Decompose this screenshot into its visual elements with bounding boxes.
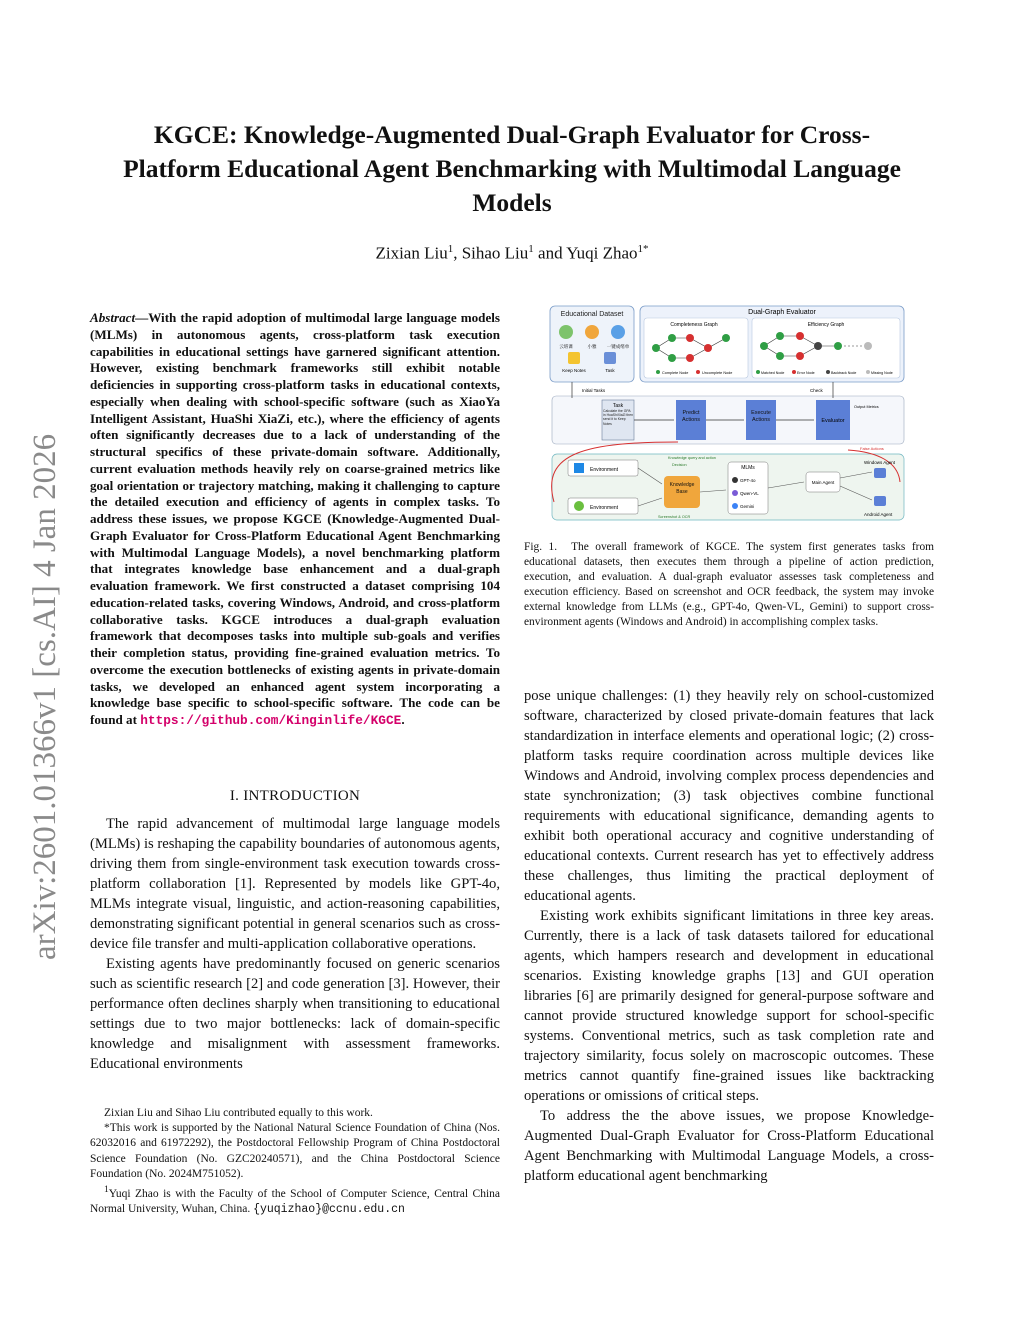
legend-marker: [826, 370, 830, 374]
gpt-icon: [732, 477, 738, 483]
task-description-text: Calculate the GPA in HuaShiXiaZi then send it to Keep Notes: [603, 409, 633, 426]
app-icon: [559, 325, 573, 339]
task-small-label: Task: [605, 368, 615, 373]
missing-node: [864, 342, 872, 350]
windows-agent-robot-icon: [874, 468, 886, 478]
legend-marker: [656, 370, 660, 374]
efficiency-label: Efficiency Graph: [807, 322, 845, 328]
main-agent-label: Main Agent: [811, 480, 835, 485]
initial-tasks-label: Initial Tasks: [582, 388, 606, 393]
dual-graph-label: Dual-Graph Evaluator: [748, 309, 816, 316]
paragraph: The rapid advancement of multimodal large language models (MLMs) is reshaping the capability boundaries of autonomous agents, driving them from single-environment task execution towards cross-platform collaboration [1]. Represented by models like GPT-4o, MLMs integrate visual, linguistic, and action-reasoning capabilities, demonstrating significant potential in general scenarios such as cross-device file transfer and multi-application collaborative operations.: [90, 816, 500, 952]
paragraph: Existing agents have predominantly focused on generic scenarios such as scientific research [2] and code generation [3]. However, their performance often declines sharply when transitioning to educational settings due to two major bottlenecks: lack of domain-specific knowledge and misalignment with assessment frameworks. Educational environments: [90, 956, 500, 1072]
author-2: Sihao Liu: [461, 243, 529, 263]
windows-icon: [574, 463, 584, 473]
legend-marker: [792, 370, 796, 374]
output-metrics-label: Output Metrics: [854, 405, 879, 409]
author-2-affil: 1: [528, 243, 534, 255]
paragraph: Existing work exhibits significant limitations in three key areas. Currently, there is a lack of task datasets tailored for educational agents, which hampers research and development in educational scenarios. Existing knowledge graphs [13] and GUI operation libraries [6] are primarily designed for general-purpose software and cannot provide structured knowledge support for school-specific systems. Conventional metrics, such as task completion rate and trajectory similarity, focus solely on macroscopic outcomes. These metrics cannot quantify fine-grained issues like backtracking operations or omissions of critical steps.: [524, 908, 934, 1104]
dataset-label: Educational Dataset: [560, 311, 624, 318]
model-gemini: Gemini: [740, 504, 755, 509]
error-node: [796, 352, 804, 360]
paragraph: pose unique challenges: (1) they heavily rely on school-customized software, characterized by closed private-domain features that lack standardization in interface elements and operational logic; (2) cross-platform tasks require coordination across multiple devices like Windows and Android, involving complex process dependencies and state synchronization; (3) task objectives combine functional requirements with educational significance, demanding agents to exhibit both operational accuracy and cognitive understanding of educational contexts. Current research has yet to effectively address these challenges, thus limiting the practical deployment of educational agents.: [524, 688, 934, 904]
footnotes: [90, 1106, 500, 1217]
legend-error: Error Node: [797, 371, 815, 375]
footnote-affiliation: [90, 1182, 500, 1217]
keep-notes-icon: [568, 352, 580, 364]
section-title: INTRODUCTION: [243, 788, 361, 804]
section-heading: [90, 788, 500, 805]
app-icon: [611, 325, 625, 339]
completeness-label: Completeness Graph: [670, 322, 718, 328]
footnote-equal-contribution: Zixian Liu and Sihao Liu contributed equally to this work.: [104, 1107, 373, 1119]
author-1: Zixian Liu: [375, 243, 448, 263]
android-agent-label: Android Agent: [864, 512, 893, 517]
qwen-icon: [732, 490, 738, 496]
error-node: [796, 332, 804, 340]
legend-backtrack: Backtrack Node: [831, 371, 857, 375]
screenshot-ocr-label: Screenshot & OCR: [658, 515, 691, 519]
app-name: 云班课: [559, 344, 573, 349]
affiliation-mark: 1: [104, 1184, 109, 1196]
abstract-dash: —: [135, 310, 149, 325]
abstract-label: Abstract: [90, 310, 136, 325]
gemini-icon: [732, 503, 738, 509]
environment-label: Environment: [590, 467, 619, 473]
model-qwen: Qwen-VL: [740, 491, 759, 496]
legend-marker: [756, 370, 760, 374]
app-icon: [585, 325, 599, 339]
author-3-affil: 1*: [637, 243, 649, 255]
affiliation-text: Yuqi Zhao is with the Faculty of the School of Computer Science, Central China Normal University, Wuhan, China.: [90, 1187, 500, 1216]
author-list: [110, 243, 914, 264]
legend-missing: Missing Node: [871, 371, 893, 375]
uncomplete-node: [686, 334, 694, 342]
paragraph: To address the the above issues, we propose Knowledge-Augmented Dual-Graph Evaluator for Cross-Platform Educational Agent Benchmarking with Multimodal Language Models, a cross-platform educational agent benchmarking: [524, 1108, 934, 1184]
legend-complete: Complete Node: [662, 371, 689, 375]
footnote-funding: *This work is supported by the National Natural Science Foundation of China (Nos. 62032016 and 61972292), the Postdoctoral Fellowship Program of China Postdoctoral Science Foundation (No. GZC20240571), and the China Postdoctoral Science Foundation (No. 2024M751052).: [90, 1122, 500, 1180]
complete-node: [668, 354, 676, 362]
knowledge-base: [664, 482, 700, 504]
mlms-label: MLMs: [741, 465, 755, 471]
framework-figure: [548, 302, 910, 528]
knowledge-base-label: Knowledge Base: [669, 482, 695, 495]
predict-actions: [676, 410, 706, 432]
code-link[interactable]: https://github.com/Kinginlife/KGCE: [140, 713, 402, 728]
matched-node: [776, 332, 784, 340]
model-gpt: GPT-4o: [740, 478, 756, 483]
author-separator: and: [533, 243, 567, 263]
matched-node: [760, 342, 768, 350]
figure-label: Fig. 1.: [524, 541, 558, 553]
task-card-title: Task: [612, 403, 624, 409]
author-separator: ,: [453, 243, 462, 263]
execute-actions: [746, 410, 776, 432]
legend-marker: [696, 370, 700, 374]
abstract-text: With the rapid adoption of multimodal large language models (MLMs) in autonomous agents, cross-platform task execution capabilities in educational settings have garnered significant attention. However, existing benchmark frameworks still exhibit notable deficiencies in supporting cross-platform tasks in educational contexts, especially when dealing with school-specific software (such as XiaoYa Intelligent Assistant, HuaShi XiaZi, etc.), where the efficiency of agents often significantly decreases due to a lack of understanding of the structural specifics of these private-domain software. Additionally, current evaluation methods heavily rely on coarse-grained metrics like goal orientation or trajectory matching, making it challenging to capture the detailed execution and efficiency of agents in complex tasks. To address these issues, we propose KGCE (Knowledge-Augmented Dual-Graph Evaluator for Cross-Platform Educational Agent Benchmarking with Multimodal Language Models), a novel benchmarking platform that integrates knowledge base enhancement and a dual-graph evaluation framework. We first constructed a dataset comprising 104 education-related tasks, covering Windows, Android, and cross-platform collaborative tasks. KGCE introduces a dual-graph evaluation framework that decomposes tasks into multiple sub-goals and verifies their completion status, providing fine-grained evaluation metrics. To overcome the execution bottlenecks of existing agents in private-domain tasks, we developed an enhanced agent system incorporating a knowledge base specific to school-specific software. The code can be found at: [90, 310, 500, 727]
legend-uncomplete: Uncomplete Node: [702, 371, 733, 375]
figure-caption: [524, 540, 934, 630]
email: {yuqizhao}@ccnu.edu.cn: [253, 1203, 405, 1217]
matched-node: [834, 342, 842, 350]
intro-column-left: [90, 814, 500, 1074]
predict-actions-label: Predict Actions: [681, 410, 701, 423]
app-name: 一键成绪单: [606, 344, 630, 349]
author-1-affil: 1: [447, 243, 454, 255]
complete-node: [722, 334, 730, 342]
app-name: 小雅: [587, 344, 597, 349]
execute-actions-label: Execute Actions: [751, 410, 771, 423]
arxiv-identifier: arXiv:2601.01366v1 [cs.AI] 4 Jan 2026: [27, 433, 63, 960]
decision-label: Decision: [672, 463, 687, 467]
windows-agent-label: Windows Agent: [864, 460, 896, 465]
uncomplete-node: [704, 344, 712, 352]
paper-title: KGCE: Knowledge-Augmented Dual-Graph Evaluator for Cross-Platform Educational Agent Benchmarking with Multimodal Language Models: [123, 120, 901, 217]
android-icon: [574, 501, 584, 511]
complete-node: [668, 334, 676, 342]
legend-matched: Matched Node: [761, 371, 785, 375]
task-description: [603, 409, 633, 439]
uncomplete-node: [686, 354, 694, 362]
android-agent-robot-icon: [874, 496, 886, 506]
author-3: Yuqi Zhao: [566, 243, 638, 263]
task-icon: [604, 352, 616, 364]
environment-label: Environment: [590, 505, 619, 511]
backtrack-node: [814, 342, 822, 350]
abstract-end: .: [401, 712, 405, 727]
legend-marker: [866, 370, 870, 374]
knowledge-query-label: Knowledge query and action: [668, 456, 716, 460]
keep-notes-label: Keep Notes: [562, 368, 586, 373]
complete-node: [652, 344, 660, 352]
evaluator-label: Evaluator: [821, 418, 845, 424]
figure-caption-text: The overall framework of KGCE. The system first generates tasks from educational datasets, then executes them through a pipeline of action prediction, execution, and evaluation. A dual-graph evaluator assesses task completeness and execution efficiency. Based on screenshot and OCR feedback, the system may invoke external knowledge from LLMs (e.g., GPT-4o, Qwen-VL, Gemini) to support cross-environment agents (Windows and Android) in accomplishing complex tasks.: [524, 541, 934, 628]
abstract: [90, 310, 500, 730]
section-number: I.: [229, 788, 240, 804]
matched-node: [776, 352, 784, 360]
check-label: Check: [810, 388, 823, 393]
intro-column-right: [524, 686, 934, 1186]
false-actions-label: False Actions: [860, 446, 884, 451]
